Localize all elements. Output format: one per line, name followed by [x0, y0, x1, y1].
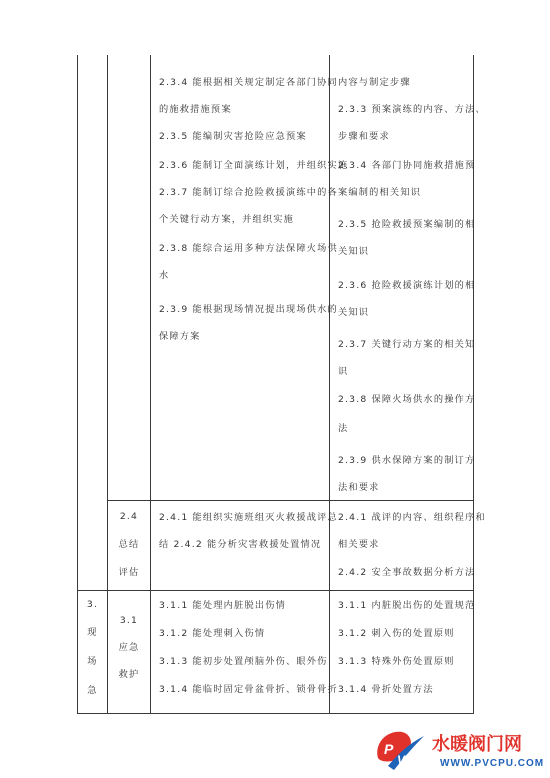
text-line: 3.1.1 内脏脱出伤的处置规范 [338, 600, 476, 611]
text-line: 关知识 [338, 307, 370, 318]
text-line: 相关要求 [338, 539, 380, 550]
text-line: 2.3.6 抢险救援演练计划的相 [338, 280, 476, 291]
text-line: 3.1.2 刺入伤的处置原则 [338, 628, 455, 639]
row-divider-2 [77, 590, 474, 591]
text-line: 3.1.2 能处理刺入伤情 [159, 628, 266, 639]
text-line: 3.1.3 能初步处置颅脑外伤、眼外伤 [159, 656, 328, 667]
text-line: 保障方案 [159, 331, 201, 342]
text-line: 评估 [118, 567, 140, 578]
text-line: 总结 [118, 539, 140, 550]
row-divider-1 [107, 500, 474, 501]
text-line: 2.3.4 各部门协同施救措施预 [338, 160, 476, 171]
svg-text:WWW.PVCPU.COM: WWW.PVCPU.COM [440, 758, 544, 769]
text-line: 场 [87, 656, 98, 667]
text-line: 的施救措施预案 [159, 104, 232, 115]
text-line: 2.3.5 能编制灾害抢险应急预案 [159, 131, 307, 142]
text-line: 个关键行动方案，并组织实施 [159, 214, 295, 225]
text-line: 3.1.4 骨折处置方法 [338, 684, 434, 695]
column-divider-3 [329, 55, 330, 714]
table-border-bottom [77, 713, 474, 714]
text-line: 法 [338, 423, 349, 434]
table-border-right [473, 55, 474, 714]
text-line: 2.3.8 能综合运用多种方法保障火场供 [159, 243, 338, 254]
text-line: 急 [87, 685, 98, 696]
text-line: 结 2.4.2 能分析灾害救援处置情况 [159, 539, 322, 550]
text-line: 法和要求 [338, 482, 380, 493]
text-line: 2.3.7 关键行动方案的相关知 [338, 339, 476, 350]
text-line: 水 [159, 270, 170, 281]
text-line: 2.4.2 安全事故数据分析方法 [338, 567, 476, 578]
text-line: 3.1.1 能处理内脏脱出伤情 [159, 600, 286, 611]
text-line: 3.1.3 特殊外伤处置原则 [338, 656, 455, 667]
text-line: 2.3.4 能根据相关规定制定各部门协同 [159, 77, 338, 88]
text-line: 2.3.3 预案演练的内容、方法、 [338, 104, 486, 115]
watermark-logo [372, 726, 544, 774]
svg-text:V: V [397, 753, 406, 767]
text-line: 2.3.8 保障火场供水的操作方 [338, 394, 476, 405]
text-line: 2.4.1 战评的内容、组织程序和 [338, 512, 486, 523]
text-line: 内容与制定步骤 [338, 77, 411, 88]
text-line: 关知识 [338, 246, 370, 257]
text-line: 2.3.7 能制订综合抢险救援演练中的各 [159, 187, 338, 198]
text-line: 2.3.6 能制订全面演练计划，并组织实施 [159, 160, 349, 171]
text-line: 现 [87, 627, 98, 638]
svg-text:P: P [384, 741, 394, 757]
text-line: 步骤和要求 [338, 131, 390, 142]
text-line: 应急 [118, 642, 140, 653]
text-line: 案编制的相关知识 [338, 187, 422, 198]
pv-logo-icon [372, 726, 544, 774]
column-divider-2 [150, 55, 151, 714]
text-line: 2.3.9 能根据现场情况提出现场供水的 [159, 304, 338, 315]
text-line: 识 [338, 366, 349, 377]
text-line: 救护 [118, 669, 140, 680]
text-line: 3.1 [119, 615, 139, 626]
svg-text:水暖阀门网: 水暖阀门网 [432, 734, 522, 755]
text-line: 2.4 [119, 511, 139, 522]
text-line: 2.4.1 能组织实施班组灭火救援战评总 [159, 512, 338, 523]
text-line: 3.1.4 能临时固定骨盆骨折、锁骨骨折 [159, 684, 338, 695]
table-border-left [77, 55, 78, 714]
text-line: 3. [86, 599, 99, 610]
text-line: 2.3.5 抢险救援预案编制的相 [338, 219, 476, 230]
text-line: 2.3.9 供水保障方案的制订方 [338, 455, 476, 466]
